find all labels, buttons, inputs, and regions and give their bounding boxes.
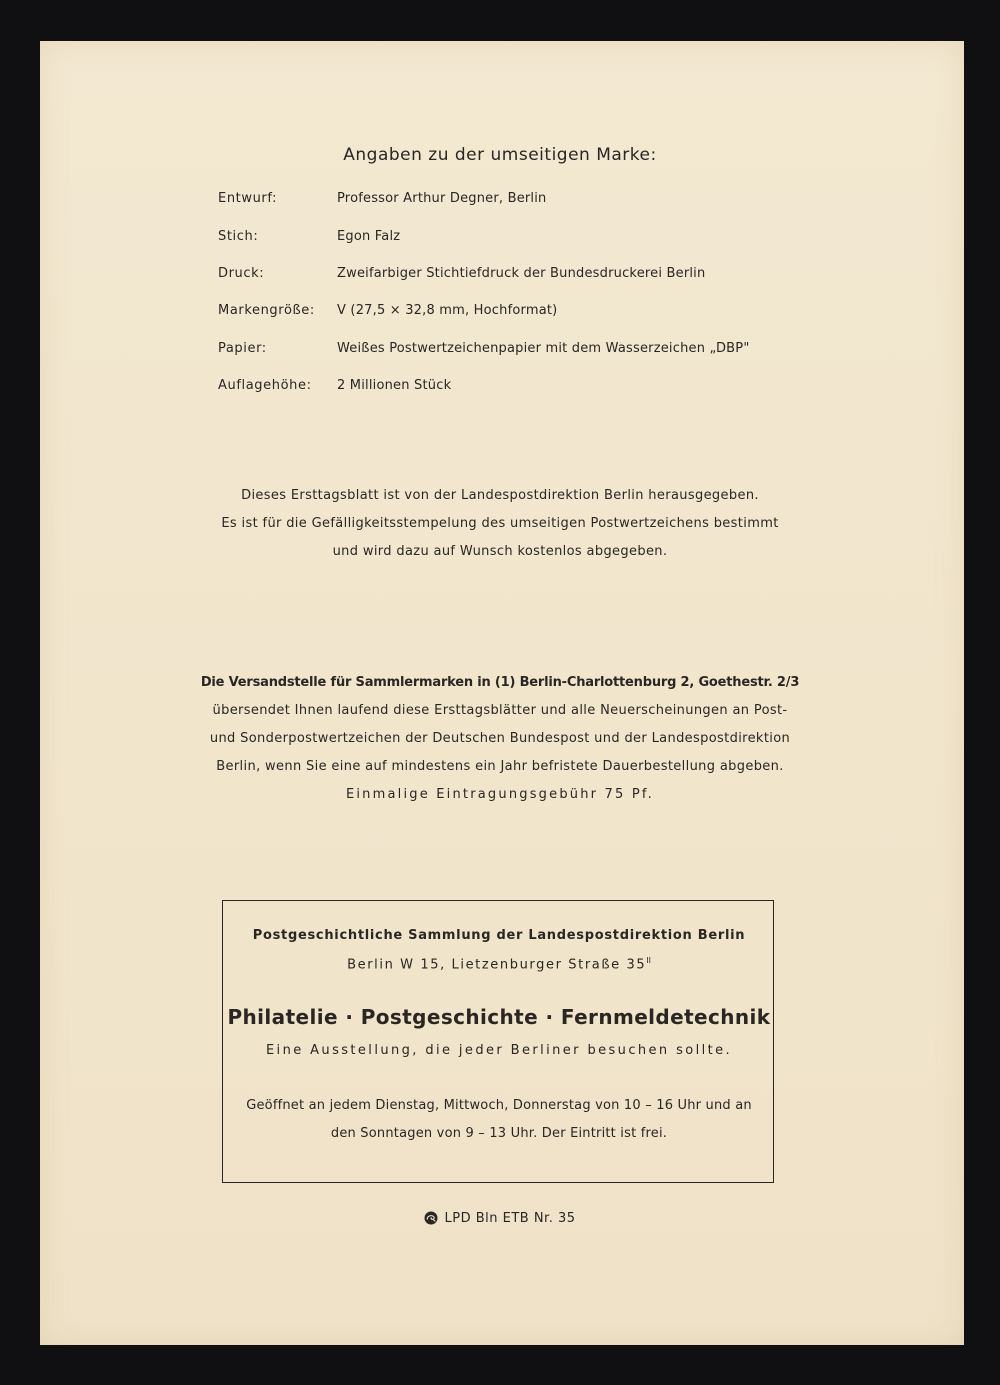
spec-label-auflagehoehe: Auflagehöhe: [218, 378, 312, 393]
museum-title: Postgeschichtliche Sammlung der Landespostdirektion Berlin [252, 928, 746, 943]
spec-value-stich: Egon Falz [337, 229, 401, 244]
spec-label-entwurf: Entwurf: [218, 191, 278, 206]
footer-imprint [40, 1211, 960, 1226]
museum-address-floor: II [646, 956, 651, 965]
versand-line-3: Berlin, wenn Sie eine auf mindestens ein Jahr befristete Dauerbestellung abgeben. [216, 759, 784, 774]
spec-label-stich: Stich: [218, 229, 259, 244]
spec-value-markengroesse: V (27,5 × 32,8 mm, Hochformat) [337, 303, 558, 318]
page-title: Angaben zu der umseitigen Marke: [343, 145, 657, 165]
spec-value-druck: Zweifarbiger Stichtiefdruck der Bundesdruckerei Berlin [337, 266, 706, 281]
versand-line-2: und Sonderpostwertzeichen der Deutschen Bundespost und der Landespostdirektion [209, 731, 791, 746]
spec-value-auflagehoehe: 2 Millionen Stück [337, 378, 452, 393]
spec-label-markengroesse: Markengröße: [218, 303, 315, 318]
museum-tagline: Eine Ausstellung, die jeder Berliner besuchen sollte. [265, 1043, 733, 1058]
notice-line-3: und wird dazu auf Wunsch kostenlos abgegeben. [332, 544, 668, 559]
spec-value-entwurf: Professor Arthur Degner, Berlin [337, 191, 547, 206]
notice-line-1: Dieses Ersttagsblatt ist von der Landespostdirektion Berlin herausgegeben. [241, 488, 759, 503]
posthorn-icon [424, 1211, 438, 1225]
versand-line-1: übersendet Ihnen laufend diese Ersttagsblätter und alle Neuerscheinungen an Post- [212, 703, 788, 718]
notice-line-2: Es ist für die Gefälligkeitsstempelung des umseitigen Postwertzeichens bestimmt [221, 516, 779, 531]
museum-headline: Philatelie · Postgeschichte · Fernmeldetechnik [227, 1005, 771, 1029]
museum-info-box [222, 900, 774, 1183]
versand-fee: Einmalige Eintragungsgebühr 75 Pf. [345, 787, 655, 802]
spec-label-druck: Druck: [218, 266, 265, 281]
spec-value-papier: Weißes Postwertzeichenpapier mit dem Wasserzeichen „DBP" [337, 341, 750, 356]
footer-reference: LPD Bln ETB Nr. 35 [444, 1211, 576, 1226]
museum-hours-line-2: den Sonntagen von 9 – 13 Uhr. Der Eintritt ist frei. [330, 1126, 668, 1141]
museum-address-street: Berlin W 15, Lietzenburger Straße 35 [347, 957, 647, 973]
first-day-sheet [40, 41, 964, 1345]
versand-heading: Die Versandstelle für Sammlermarken in (1) Berlin-Charlottenburg 2, Goethestr. 2/3 [200, 675, 800, 690]
museum-hours-line-1: Geöffnet an jedem Dienstag, Mittwoch, Donnerstag von 10 – 16 Uhr und an [246, 1098, 752, 1113]
museum-address [223, 956, 775, 972]
spec-label-papier: Papier: [218, 341, 267, 356]
